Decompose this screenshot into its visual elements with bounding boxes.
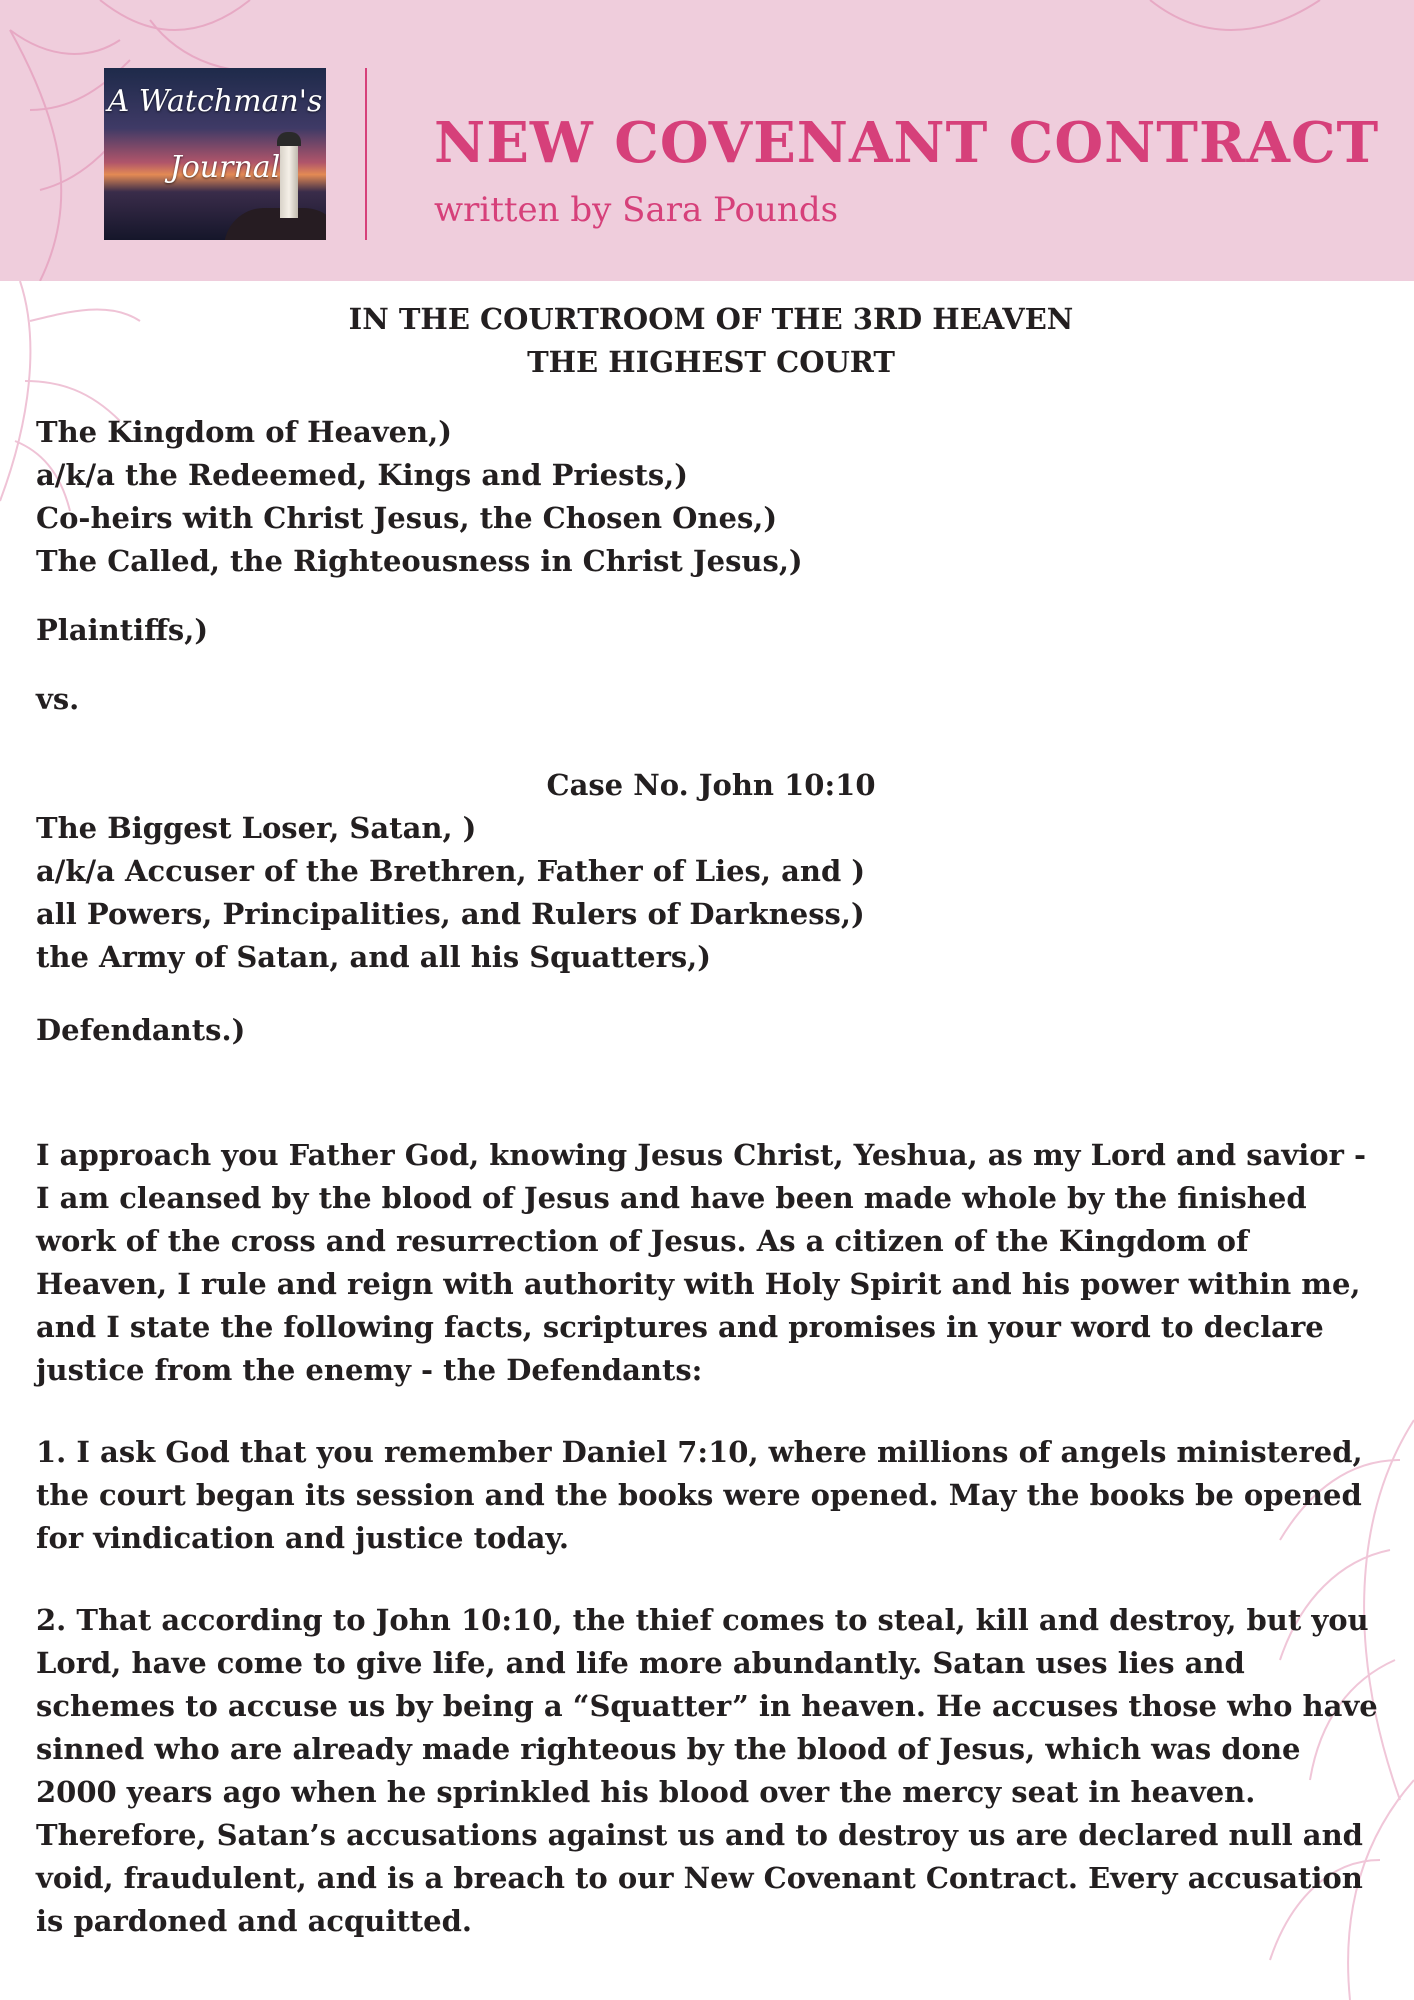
intro-paragraph: I approach you Father God, knowing Jesus Christ, Yeshua, as my Lord and savior - I am cleansed by the blood of Jesus and have been made whole by the finished work of the cross and resurrection of Jesus. As a citizen of the Kingdom of Heaven, I rule and reign with authority with Holy Spirit and his power within me, and I state the following facts, scriptures and promises in your word to declare justice from the enemy - the Defendants: [36, 1138, 1366, 1387]
court-heading-line2: THE HIGHEST COURT [527, 345, 895, 379]
plaintiffs-block [36, 411, 1386, 583]
item-2-continuation: Therefore, Satan’s accusations against us and to destroy us are declared null and void, fraudulent, and is a breach to our New Covenant Contract. Every accusation is pardoned and acquitted. [36, 1818, 1363, 1938]
page-header [0, 0, 1414, 281]
defendant-line: a/k/a Accuser of the Brethren, Father of Lies, and ) [36, 854, 866, 888]
plaintiff-line: Co-heirs with Christ Jesus, the Chosen Ones,) [36, 501, 778, 535]
author-subtitle: written by Sara Pounds [434, 190, 839, 230]
item-2-paragraph: 2. That according to John 10:10, the thief comes to steal, kill and destroy, but you Lord, have come to give life, and life more abundantly. Satan uses lies and schemes to accuse us by being a “Squatter” in heaven. He accuses those who have sinned who are already made righteous by the blood of Jesus, which was done 2000 years ago when he sprinkled his blood over the mercy seat in heaven. [36, 1603, 1378, 1809]
plaintiff-line: The Called, the Righteousness in Christ Jesus,) [36, 544, 803, 578]
plaintiff-line: The Kingdom of Heaven,) [36, 415, 452, 449]
shore-shape [224, 208, 326, 240]
defendant-line: the Army of Satan, and all his Squatters,) [36, 940, 712, 974]
header-divider [365, 68, 367, 240]
case-number: Case No. John 10:10 [546, 768, 876, 802]
defendant-line: all Powers, Principalities, and Rulers of Darkness,) [36, 897, 865, 931]
court-heading [36, 298, 1386, 384]
plaintiffs-label: Plaintiffs,) [36, 613, 209, 647]
logo-line1: A Watchman's [107, 84, 323, 119]
document-body [36, 298, 1386, 1943]
defendants-block [36, 807, 1386, 979]
versus-label: vs. [36, 682, 80, 716]
defendants-label: Defendants.) [36, 1013, 246, 1047]
defendant-line: The Biggest Loser, Satan, ) [36, 811, 477, 845]
watchmans-journal-logo [104, 68, 326, 240]
court-heading-line1: IN THE COURTROOM OF THE 3RD HEAVEN [348, 302, 1074, 336]
logo-line2: Journal [169, 150, 281, 185]
plaintiff-line: a/k/a the Redeemed, Kings and Priests,) [36, 458, 688, 492]
page-title: NEW COVENANT CONTRACT [434, 110, 1380, 176]
item-1-paragraph: 1. I ask God that you remember Daniel 7:10, where millions of angels ministered, the court began its session and the books were opened. May the books be opened for vindication and justice today. [36, 1435, 1363, 1555]
